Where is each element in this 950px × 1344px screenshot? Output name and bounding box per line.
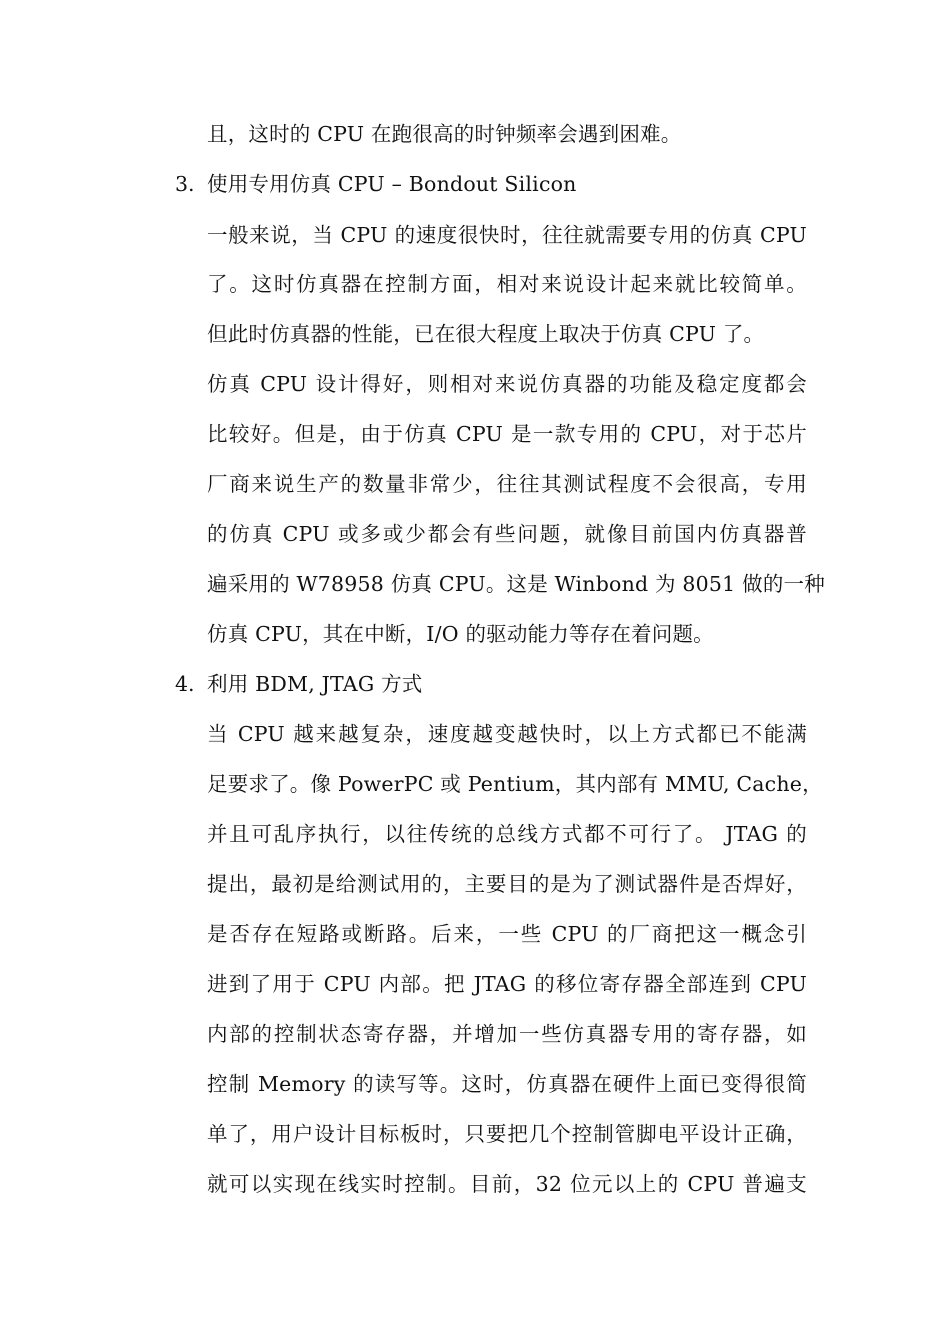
text-line: 内部的控制状态寄存器，并增加一些仿真器专用的寄存器，如 — [207, 1022, 807, 1046]
list-item-heading: 使用专用仿真 CPU – Bondout Silicon — [207, 172, 577, 196]
text-line: 就可以实现在线实时控制。目前，32 位元以上的 CPU 普遍支 — [207, 1172, 807, 1196]
text-line: 提出，最初是给测试用的，主要目的是为了测试器件是否焊好， — [207, 872, 807, 896]
text-line: 一般来说，当 CPU 的速度很快时，往往就需要专用的仿真 CPU — [207, 223, 807, 247]
text-line: 单了，用户设计目标板时，只要把几个控制管脚电平设计正确， — [207, 1122, 807, 1146]
text-line: 当 CPU 越来越复杂，速度越变越快时，以上方式都已不能满 — [207, 722, 807, 746]
text-line: 厂商来说生产的数量非常少，往往其测试程度不会很高，专用 — [207, 472, 807, 496]
text-line: 且，这时的 CPU 在跑很高的时钟频率会遇到困难。 — [207, 122, 682, 146]
text-line: 仿真 CPU 设计得好，则相对来说仿真器的功能及稳定度都会 — [207, 372, 807, 396]
text-line: 比较好。但是，由于仿真 CPU 是一款专用的 CPU，对于芯片 — [207, 422, 807, 446]
list-item-number: 4. — [175, 672, 195, 696]
text-line: 遍采用的 W78958 仿真 CPU。这是 Winbond 为 8051 做的一种 — [207, 572, 825, 596]
text-line: 仿真 CPU，其在中断，I/O 的驱动能力等存在着问题。 — [207, 622, 714, 646]
text-line: 的仿真 CPU 或多或少都会有些问题，就像目前国内仿真器普 — [207, 522, 807, 546]
list-item-number: 3. — [175, 172, 195, 196]
list-item-heading: 利用 BDM, JTAG 方式 — [207, 672, 423, 696]
text-line: 进到了用于 CPU 内部。把 JTAG 的移位寄存器全部连到 CPU — [207, 972, 807, 996]
text-line: 控制 Memory 的读写等。这时，仿真器在硬件上面已变得很简 — [207, 1072, 807, 1096]
text-line: 但此时仿真器的性能，已在很大程度上取决于仿真 CPU 了。 — [207, 322, 765, 346]
text-line: 足要求了。像 PowerPC 或 Pentium，其内部有 MMU, Cache， — [207, 772, 823, 796]
text-line: 是否存在短路或断路。后来，一些 CPU 的厂商把这一概念引 — [207, 922, 807, 946]
text-line: 了。这时仿真器在控制方面，相对来说设计起来就比较简单。 — [207, 272, 807, 296]
text-line: 并且可乱序执行，以往传统的总线方式都不可行了。 JTAG 的 — [207, 822, 807, 846]
